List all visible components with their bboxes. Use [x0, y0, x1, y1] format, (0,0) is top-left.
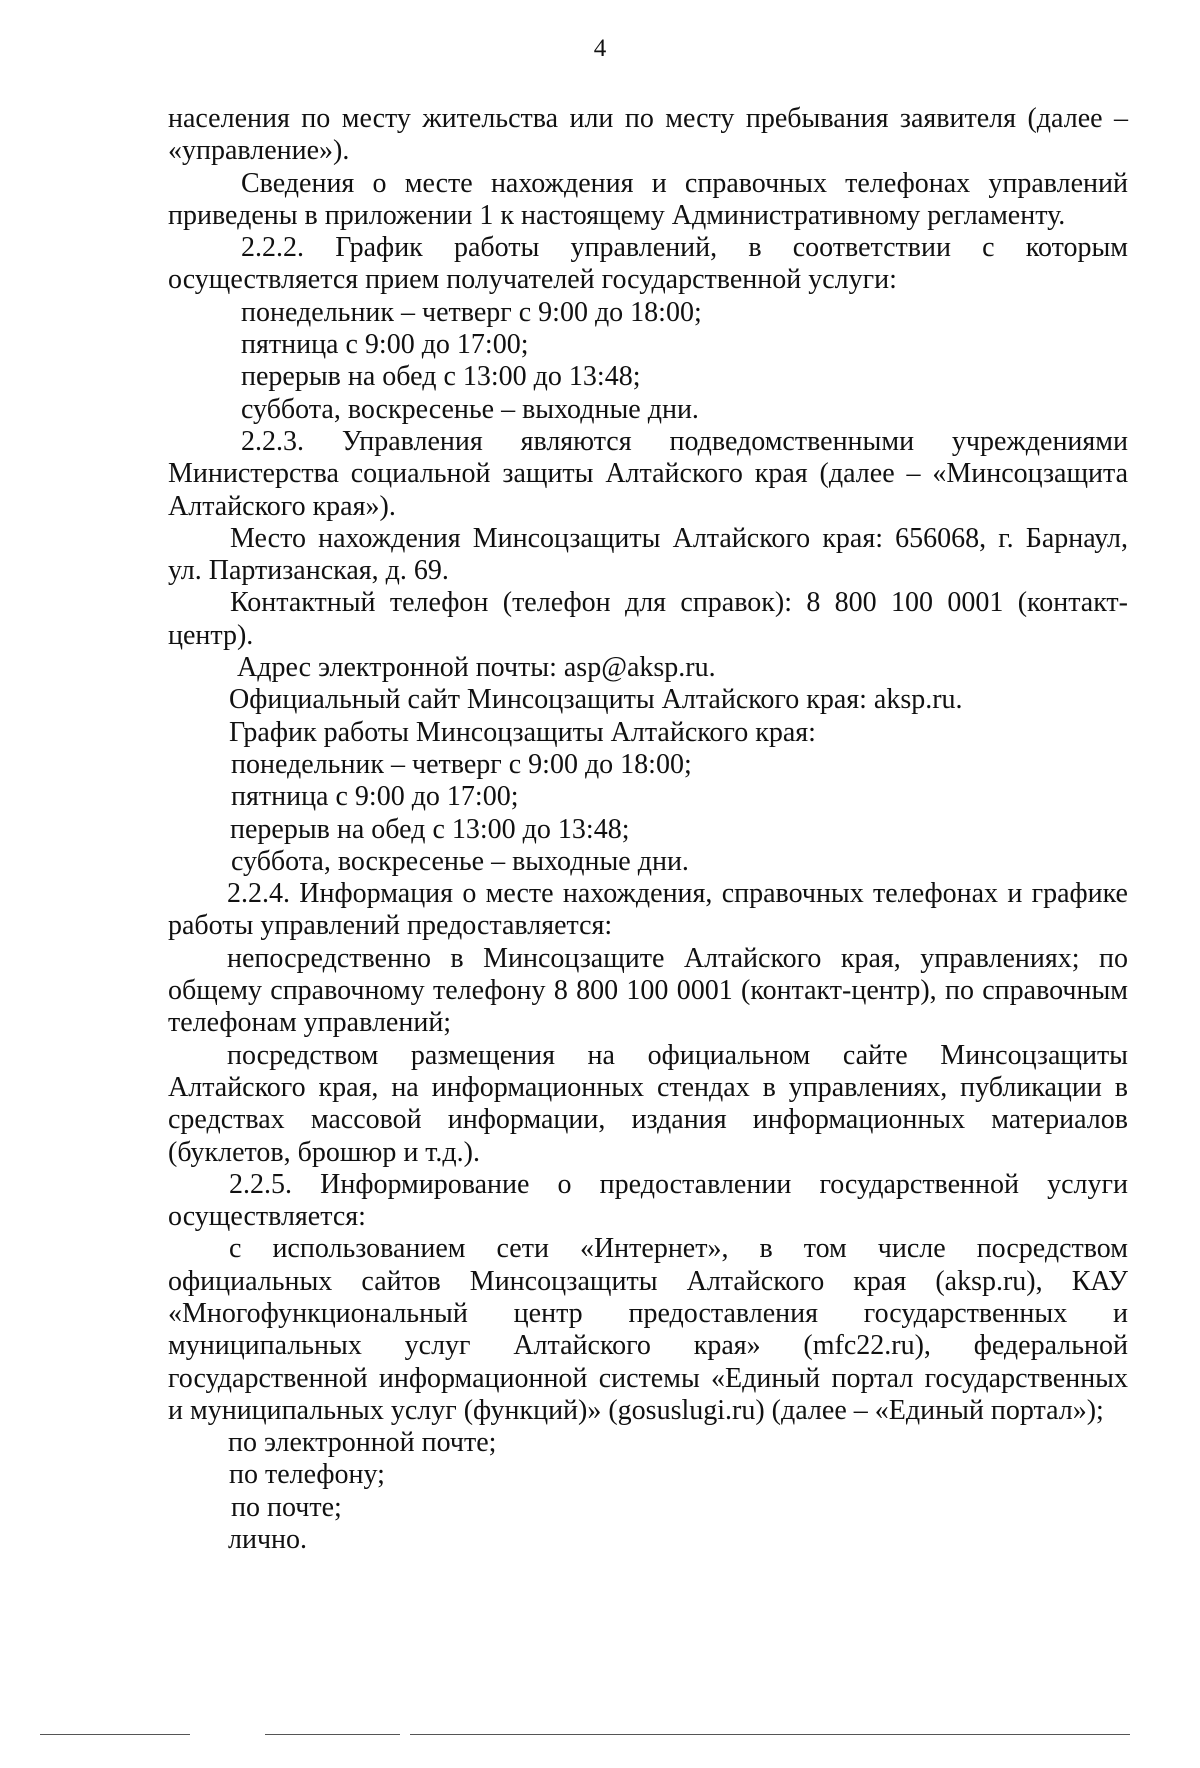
paragraph: Адрес электронной почты: asp@aksp.ru.	[237, 652, 716, 684]
footer-rule	[410, 1734, 1130, 1735]
document-body	[168, 103, 1128, 1556]
paragraph: посредством размещения на официальном сайте Минсоцзащиты Алтайского края, на информационных стендах в управлениях, публикации в средствах массовой информации, издания информационных материалов (буклетов, брошюр и т.д.).	[168, 1039, 1128, 1168]
section-2-2-2-paragraph: 2.2.2. График работы управлений, в соответствии с которым осуществляется прием получателей государственной услуги:	[168, 232, 1128, 296]
paragraph: Сведения о месте нахождения и справочных телефонах управлений приведены в приложении 1 к настоящему Административному регламенту.	[168, 167, 1128, 231]
paragraph: Контактный телефон (телефон для справок): 8 800 100 0001 (контакт-центр).	[168, 587, 1128, 651]
schedule-line: суббота, воскресенье – выходные дни.	[241, 393, 699, 425]
section-2-2-5-paragraph: 2.2.5. Информирование о предоставлении государственной услуги осуществляется:	[168, 1168, 1128, 1233]
list-item: по почте;	[231, 1491, 342, 1523]
schedule-line: пятница с 9:00 до 17:00;	[241, 329, 529, 361]
footer-rule	[265, 1734, 400, 1735]
paragraph: населения по месту жительства или по месту пребывания заявителя (далее – «управление»).	[168, 103, 1128, 167]
section-2-2-4-paragraph: 2.2.4. Информация о месте нахождения, справочных телефонах и графике работы управлений предоставляется:	[168, 878, 1128, 942]
schedule-line: пятница с 9:00 до 17:00;	[231, 781, 519, 813]
footer-rule	[40, 1734, 190, 1735]
schedule-line: перерыв на обед с 13:00 до 13:48;	[241, 361, 641, 393]
page-number: 4	[593, 35, 607, 62]
schedule-line: понедельник – четверг с 9:00 до 18:00;	[231, 748, 692, 780]
paragraph: График работы Минсоцзащиты Алтайского края:	[229, 716, 816, 748]
paragraph: с использованием сети «Интернет», в том числе посредством официальных сайтов Минсоцзащиты Алтайского края (aksp.ru), КАУ «Многофункциональный центр предоставления государственных и муниципальных услуг Алтайского края» (mfc22.ru), федеральной государственной информационной системы «Единый портал государственных и муниципальных услуг (функций)» (gosuslugi.ru) (далее – «Единый портал»);	[168, 1233, 1128, 1426]
schedule-line: понедельник – четверг с 9:00 до 18:00;	[241, 296, 702, 328]
paragraph: непосредственно в Минсоцзащите Алтайского края, управлениях; по общему справочному телефону 8 800 100 0001 (контакт-центр), по справочным телефонам управлений;	[168, 942, 1128, 1039]
list-item: по электронной почте;	[228, 1427, 497, 1459]
paragraph: Официальный сайт Минсоцзащиты Алтайского края: aksp.ru.	[229, 684, 963, 716]
paragraph: Место нахождения Минсоцзащиты Алтайского края: 656068, г. Барнаул, ул. Партизанская, д. 69.	[168, 522, 1128, 587]
list-item: лично.	[228, 1524, 308, 1556]
schedule-line: перерыв на обед с 13:00 до 13:48;	[230, 813, 630, 845]
list-item: по телефону;	[229, 1459, 385, 1491]
schedule-line: суббота, воскресенье – выходные дни.	[231, 845, 689, 877]
section-2-2-3-paragraph: 2.2.3. Управления являются подведомственными учреждениями Министерства социальной защиты Алтайского края (далее – «Минсоцзащита Алтайского края»).	[168, 425, 1128, 522]
